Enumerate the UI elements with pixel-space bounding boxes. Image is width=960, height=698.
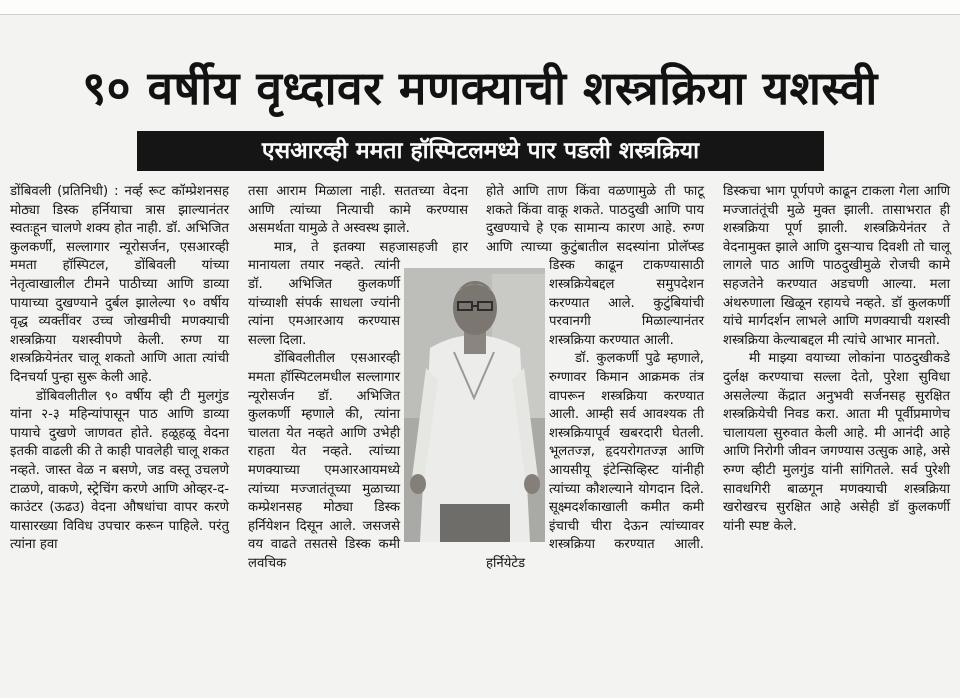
article-column-3	[486, 183, 704, 573]
article-paragraph: तसा आराम मिळाला नाही. सततच्या वेदना आणि त्यांच्या नित्याची कामे करण्यास असमर्थता यामुळे ते अस्वस्थ झाले.	[248, 184, 468, 237]
article-paragraph: डॉ. कुलकर्णी पुढे म्हणाले, रुग्णावर किमान आक्रमक तंत्र वापरून शस्त्रक्रिया करण्यात आली. आम्ही सर्व आवश्यक ती शस्त्रक्रियापूर्व खबरदारी घेतली. भूलतज्ज्ञ, हृदयरोगतज्ज्ञ आणि आयसीयू इंटेन्सिव्हिस्ट यांनीही त्यांच्या कौशल्याने योगदान दिले. सूक्ष्मदर्शकाखाली कमीत कमी इंचाची चीरा देऊन त्यांच्यावर शस्त्रक्रिया करण्यात आली. हर्नियेटेड	[486, 351, 704, 571]
article-subheadline: एसआरव्ही ममता हॉस्पिटलमध्ये पार पडली शस्त्रक्रिया	[137, 131, 824, 171]
photo-wrap-spacer	[486, 268, 549, 542]
article-paragraph: मात्र, ते इतक्या सहजासहजी हार मानायला तयार नव्हते. त्यांनी डॉ. अभिजित कुलकर्णी यांच्याशी संपर्क साधला ज्यांनी त्यांना एमआरआय करण्यास सल्ला दिला.	[248, 239, 468, 348]
top-strip	[0, 0, 960, 15]
article-paragraph: डोंबिवलीतील एसआरव्ही ममता हॉस्पिटलमधील सल्लागार न्यूरोसर्जन डॉ. अभिजित कुलकर्णी म्हणाले की, त्यांना चालता येत नव्हते आणि उभेही राहता येत नव्हते. त्यांच्या मणक्याच्या एमआरआयमध्ये त्यांच्या मज्जातंतूच्या मुळाच्या कम्प्रेशनसह मोठ्या डिस्क हर्नियेशन दिसून आले. जसजसे वय वाढते तसतसे डिस्क कमी लवचिक	[248, 351, 400, 571]
article-column-4	[723, 183, 950, 536]
article-paragraph: मी माझ्या वयाच्या लोकांना पाठदुखीकडे दुर्लक्ष करण्याचा सल्ला देतो, पुरेशा सुविधा असलेल्या केंद्रात अनुभवी सर्जनसह सुरक्षित शस्त्रक्रियेची निवड करा. आता मी पूर्वीप्रमाणेच चालायला सुरुवात केली आहे. मी आनंदी आहे आणि निरोगी जीवन जगण्यास उत्सुक आहे, असे रुग्ण व्हीटी मुलगुंड यांनी सांगितले. सर्व पुरेशी सावधगिरी बाळगून मणक्याची शस्त्रक्रिया खरोखरच सुरक्षित आहे असेही डॉ कुलकर्णी यांनी स्पष्ट केले.	[723, 351, 950, 534]
article-paragraph: होते आणि ताण किंवा वळणामुळे ती फाटू शकते किंवा वाकू शकते. पाठदुखी आणि पाय दुखण्याचे हे एक सामान्य कारण आहे. रुग्ण आणि त्याच्या कुटुंबातील सदस्यांना प्रोलॅप्स्ड डिस्क काढून टाकण्यासाठी शस्त्रक्रियेबद्दल समुपदेशन करण्यात आले. कुटुंबियांची परवानगी मिळाल्यानंतर शस्त्रक्रिया करण्यात आली.	[486, 184, 704, 348]
article-paragraph: डोंबिवली (प्रतिनिधी) : नर्व्ह रूट कॉम्प्रेशनसह मोठ्या डिस्क हर्नियाचा त्रास झाल्यानंतर स्वतःहून चालणे शक्य होत नाही. डॉ. अभिजित कुलकर्णी, सल्लागार न्यूरोसर्जन, एसआरव्ही ममता हॉस्पिटल, डोंबिवली यांच्या नेतृत्वाखालील टीमने पाठीच्या आणि डाव्या पायाच्या दुखण्याने दुर्बल झालेल्या ९० वर्षीय वृद्ध व्यक्तींवर उच्च जोखमीची मणक्याची शस्त्रक्रिया यशस्वीपणे केली. रुग्ण या शस्त्रक्रियेनंतर चालू शकतो आणि आता त्यांची दिनचर्या पुन्हा सुरू केली आहे.	[10, 184, 229, 385]
article-column-1	[10, 183, 229, 555]
article-headline: ९० वर्षीय वृध्दावर मणक्याची शस्त्रक्रिया यशस्वी	[82, 61, 878, 115]
article-paragraph: डिस्कचा भाग पूर्णपणे काढून टाकला गेला आणि मज्जातंतूंची मुळे मुक्त झाली. तासाभरात ही शस्त्रक्रिया पूर्ण झाली. शस्त्रक्रियेनंतर ते वेदनामुक्त झाले आणि दुसऱ्याच दिवशी तो चालू लागले पाठ आणि पाठदुखीमुळे रोजची कामे सहजतेने करण्यात अडचणी आल्या. मला अंथरुणाला खिळून रहायचे नव्हते. डॉ कुलकर्णी यांचे मार्गदर्शन लाभले आणि मणक्याची यशस्वी शस्त्रक्रिया केल्याबद्दल मी त्यांचे आभार मानतो.	[723, 184, 950, 348]
article-paragraph: डोंबिवलीतील ९० वर्षीय व्ही टी मुलगुंड यांना २-३ महिन्यांपासून पाठ आणि डाव्या पायाचे दुखणे जाणवत होते. हळूहळू वेदना इतकी वाढली की ते काही पावलेही चालू शकत नव्हते. जास्त वेळ न बसणे, जड वस्तू उचलणे टाळणे, वाकणे, स्ट्रेचिंग करणे आणि ओव्हर-द-काउंटर (ऊढउ) वेदना औषधांचा वापर करणे यासारख्या विविध उपचार करून पाहिले. परंतु त्यांना हवा	[10, 388, 229, 553]
